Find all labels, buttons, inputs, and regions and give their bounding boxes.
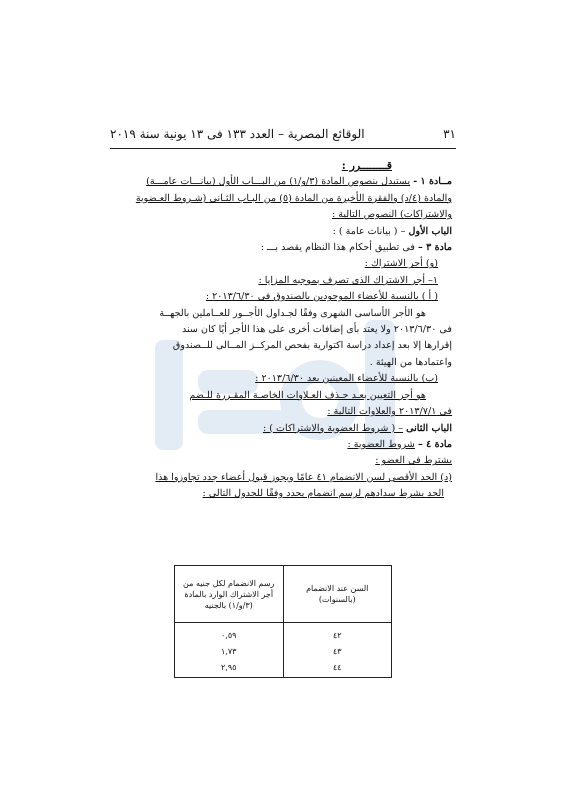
header-rule — [110, 148, 456, 149]
document-body — [117, 158, 452, 503]
article1-line3: والاشتراكات) النصوص التالية : — [331, 209, 452, 221]
fee-column-header: رسم الانضمام لكل جنيه من أجر الاشتراك الوارد بالمادة (٣/و/١) بالجنيه — [175, 566, 284, 623]
page-header — [110, 127, 456, 141]
part1-title — [117, 224, 452, 240]
age-cell: ٤٤ — [283, 659, 392, 678]
item-a-heading: ( أ ) بالنسبة للأعضاء الموجودين بالصندوق فى ٢٠١٣/٦/٣٠ : — [205, 291, 438, 303]
conditions-intro: يشترط فى العضو : — [375, 455, 452, 467]
table-header-row — [175, 566, 392, 623]
joining-fee-table — [174, 565, 392, 678]
part2-title — [117, 421, 452, 437]
gazette-title: الوقائع المصرية – العدد ١٣٣ فى ١٣ يونية سنة ٢٠١٩ — [110, 127, 365, 141]
age-column-header: السن عند الانضمام (بالسنوات) — [283, 566, 392, 623]
age-cell: ٤٢ — [283, 623, 392, 644]
fee-cell: ١,٧٣ — [175, 643, 284, 659]
item-d-line1: (د) الحد الأقصى لسن الانضمام ٤١ عامًا ويجوز قبول أعضاء جدد تجاوزوا هذا — [155, 471, 452, 483]
table-row — [175, 659, 392, 678]
fee-cell: ٠,٥٩ — [175, 623, 284, 644]
age-cell: ٤٣ — [283, 643, 392, 659]
page-number: ٣١ — [443, 127, 456, 141]
table-row — [175, 623, 392, 644]
item-w-heading: (و) أجر الاشتراك : — [364, 258, 438, 270]
item-b-line2: فى ٢٠١٣/٧/١ والعلاوات التالية : — [327, 406, 452, 418]
table-row — [175, 643, 392, 659]
fee-cell: ٢,٩٥ — [175, 659, 284, 678]
article4-heading — [117, 437, 452, 453]
article3-heading — [117, 240, 452, 256]
article1-text: يستبدل بنصوص المادة (٣/و/١) من البـــاب الأول (بيانـــات عامـــة) — [146, 176, 411, 188]
decision-label: قــــــــرر : — [341, 159, 392, 172]
article1-line2: والمادة (٤/د) والفقرة الأخيرة من المادة (٥) من البـاب الثـانى (شـروط العـضوية — [135, 192, 452, 204]
article4-text: شروط العضوية : — [347, 438, 415, 450]
article1-label: مــادة ١ - — [413, 176, 452, 188]
item-b-heading: (ب) بالنسبة للأعضاء المعينين بعد ٢٠١٣/٦/٣٠ : — [255, 373, 438, 385]
part2-title-rest: – ( شروط العضوية والاشتراكات ) : — [262, 422, 404, 434]
part2-title-bold: الباب الثانى — [406, 422, 452, 434]
item-b-line1: هو أجر التعيين بعـد حـذف العـلاوات الخاصـة المقـررة للـضم — [189, 389, 426, 401]
item-a-line4: واعتمادها من الهيئة . — [369, 356, 452, 368]
article3-text: فى تطبيق أحكام هذا النظام يقصد بـــ : — [260, 242, 415, 254]
item-d-line2: الحد بشرط سدادهم لرسم انضمام يحدد وفقًا للجدول التالى : — [202, 488, 444, 500]
article3-label: مادة ٣ – — [418, 242, 452, 254]
part1-title-rest: – ( بيانات عامة ) : — [332, 225, 406, 237]
article4-label: مادة ٤ – — [418, 438, 452, 450]
sub-item-1: ١– أجر الاشتراك الذى تصرف بموجبه المزايا : — [258, 274, 438, 286]
part1-title-bold: الباب الأول — [408, 225, 452, 237]
article1-line1 — [117, 174, 452, 190]
item-a-line3: إقرارها إلا بعد إعداد دراسة اكتوارية بفحص المركــز المــالى للــصندوق — [172, 340, 452, 352]
item-a-line1: هو الأجر الأساسى الشهرى وفقًا لجـداول الأجــور للعــاملين بالجهــة — [159, 307, 426, 319]
item-a-line2: فى ٢٠١٣/٦/٣٠ ولا يعتد بأى إضافات أخرى على هذا الأجر أيًا كان سند — [182, 324, 452, 336]
